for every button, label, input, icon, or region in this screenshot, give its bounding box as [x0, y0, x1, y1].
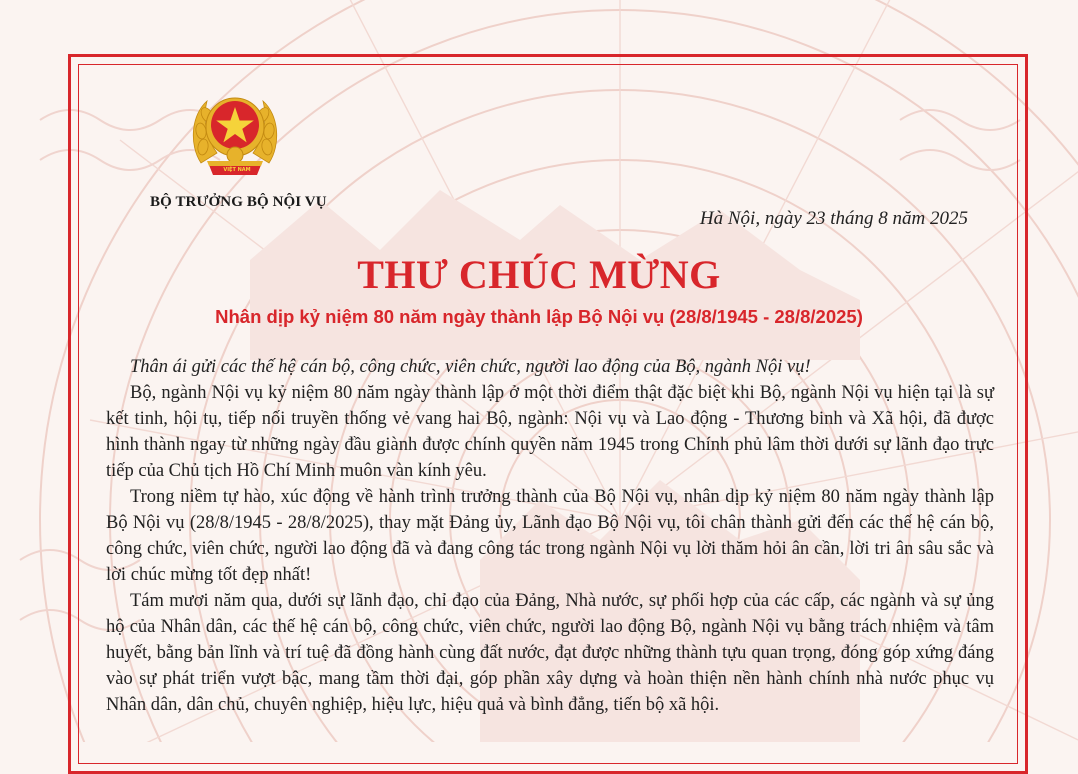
emblem-ribbon-text: VIỆT NAM [223, 167, 251, 173]
greeting-line: Thân ái gửi các thế hệ cán bộ, công chức, viên chức, người lao động của Bộ, ngành Nội vụ! [130, 357, 811, 377]
organization-name: BỘ TRƯỞNG BỘ NỘI VỤ [150, 194, 327, 210]
body-paragraph: Tám mươi năm qua, dưới sự lãnh đạo, chỉ đạo của Đảng, Nhà nước, sự phối hợp của các cấp, các ngành và sự ủng hộ của Nhân dân, các thế hệ cán bộ, công chức, viên chức, người lao động Bộ, ngành Nội vụ bằng trách nhiệm và tâm huyết, bằng bản lĩnh và trí tuệ đã đồng hành cùng đất nước, đạt được những thành tựu quan trọng, đóng góp xứng đáng vào sự phát triển vượt bậc, mang tầm thời đại, góp phần xây dựng và hoàn thiện nền hành chính nhà nước phục vụ Nhân dân, dân chủ, chuyên nghiệp, hiệu lực, hiệu quả và bình đẳng, tiến bộ xã hội. [106, 591, 994, 715]
letter-title: THƯ CHÚC MỪNG [357, 252, 721, 297]
letter-subtitle: Nhân dịp kỷ niệm 80 năm ngày thành lập Bộ Nội vụ (28/8/1945 - 28/8/2025) [215, 306, 863, 327]
body-paragraph: Bộ, ngành Nội vụ kỷ niệm 80 năm ngày thành lập ở một thời điểm thật đặc biệt khi Bộ, ngành Nội vụ hiện tại là sự kết tinh, hội tụ, tiếp nối truyền thống vẻ vang hai Bộ, ngành: Nội vụ và Lao động - Thương binh và Xã hội, đã được hình thành ngay từ những ngày đầu giành được chính quyền năm 1945 trong Chính phủ lâm thời dưới sự lãnh đạo trực tiếp của Chủ tịch Hồ Chí Minh muôn vàn kính yêu. [106, 383, 994, 481]
letter-body [106, 354, 994, 718]
body-paragraph: Trong niềm tự hào, xúc động về hành trình trưởng thành của Bộ Nội vụ, nhân dịp kỷ niệm 80 năm ngày thành lập Bộ Nội vụ (28/8/1945 - 28/8/2025), thay mặt Đảng ủy, Lãnh đạo Bộ Nội vụ, tôi chân thành gửi đến các thế hệ cán bộ, công chức, viên chức, người lao động đã và đang công tác trong ngành Nội vụ lời thăm hỏi ân cần, lời tri ân sâu sắc và lời chúc mừng tốt đẹp nhất! [106, 487, 994, 585]
date-line: Hà Nội, ngày 23 tháng 8 năm 2025 [699, 208, 968, 229]
